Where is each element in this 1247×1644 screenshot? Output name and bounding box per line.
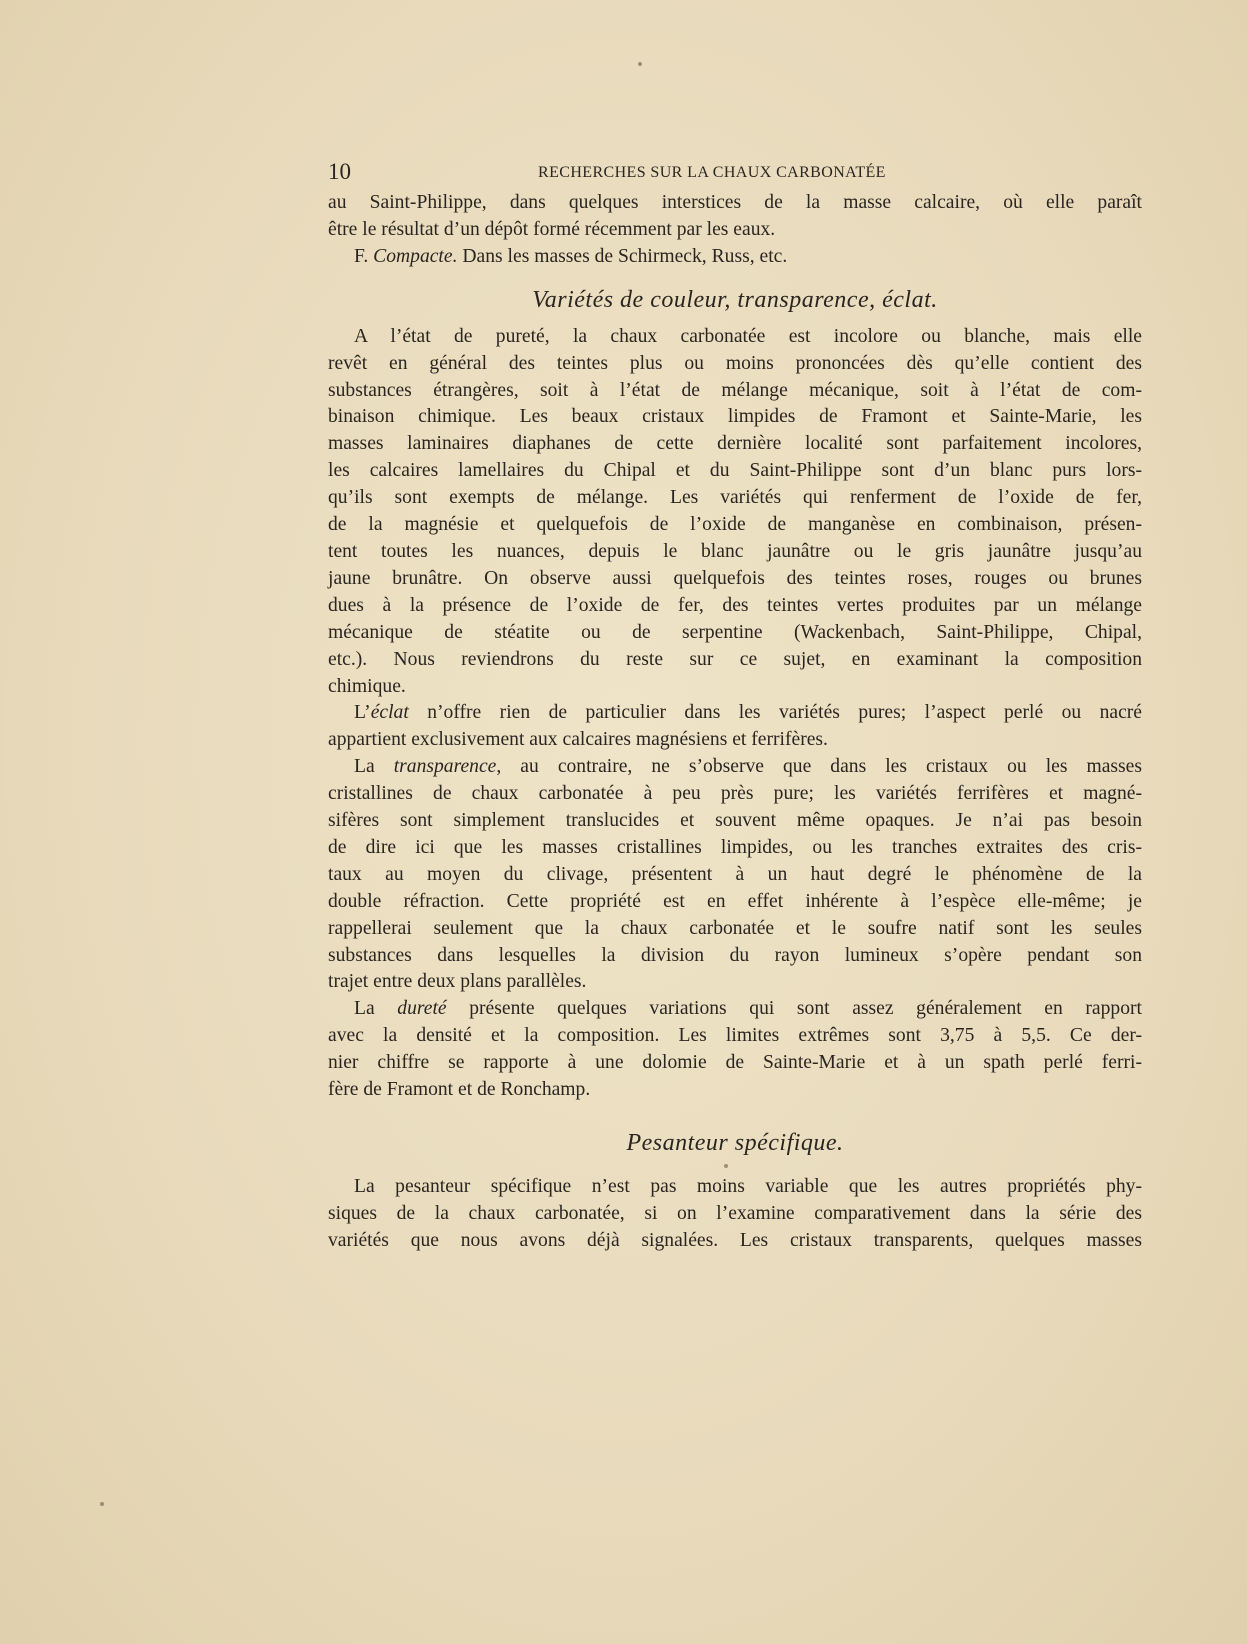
text-line: substances étrangères, soit à l’état de mélange mécanique, soit à l’état de com- — [328, 379, 1142, 401]
paragraph-7 — [328, 1174, 1142, 1255]
text-line: dues à la présence de l’oxide de fer, des teintes vertes produites par un mélange — [328, 594, 1142, 616]
text-line: mécanique de stéatite ou de serpentine (Wackenbach, Saint-Philippe, Chipal, — [328, 621, 1142, 643]
text-line: fère de Framont et de Ronchamp. — [328, 1079, 591, 1101]
text-line: masses laminaires diaphanes de cette dernière localité sont parfaitement incolores, — [328, 433, 1142, 455]
text-line: qu’ils sont exempts de mélange. Les variétés qui renferment de l’oxide de fer, — [328, 487, 1142, 509]
text-line: variétés que nous avons déjà signalées. Les cristaux transparents, quelques masses — [328, 1229, 1142, 1251]
italic-term: Compacte. — [373, 245, 458, 267]
section-heading: Variétés de couleur, transparence, éclat. — [532, 286, 938, 313]
text-line: binaison chimique. Les beaux cristaux limpides de Framont et Sainte-Marie, les — [328, 406, 1142, 428]
text-line: La pesanteur spécifique n’est pas moins variable que les autres propriétés phy- — [354, 1176, 1142, 1197]
text-line: jaune brunâtre. On observe aussi quelquefois des teintes roses, rouges ou brunes — [328, 567, 1142, 589]
text-line: substances dans lesquelles la division du rayon lumineux s’opère pendant son — [328, 944, 1142, 966]
text-line: cristallines de chaux carbonatée à peu près pure; les variétés ferrifères et magné- — [328, 783, 1142, 805]
text-line: appartient exclusivement aux calcaires magnésiens et ferrifères. — [328, 729, 828, 751]
text-line: A l’état de pureté, la chaux carbonatée est incolore ou blanche, mais elle — [354, 325, 1142, 347]
running-title: RECHERCHES SUR LA CHAUX CARBONATÉE — [538, 164, 886, 181]
text-line: sifères sont simplement translucides et souvent même opaques. Je n’ai pas besoin — [328, 810, 1142, 832]
text-line: trajet entre deux plans parallèles. — [328, 971, 587, 993]
text-line: être le résultat d’un dépôt formé récemment par les eaux. — [328, 218, 776, 240]
line-text: Dans les masses de Schirmeck, Russ, etc. — [457, 245, 788, 267]
paragraph-6 — [328, 996, 1142, 1104]
text-line: de dire ici que les masses cristallines limpides, ou les tranches extraites des cris- — [328, 836, 1142, 858]
line-text: , au contraire, ne s’observe que dans les cristaux ou les masses — [496, 756, 1142, 778]
line-text: présente quelques variations qui sont assez généralement en rapport — [446, 998, 1142, 1020]
text-line: taux au moyen du clivage, présentent à un haut degré le phénomène de la — [328, 863, 1142, 885]
text-line — [328, 700, 1142, 727]
line-prefix: La — [354, 998, 398, 1020]
text-line: avec la densité et la composition. Les limites extrêmes sont 3,75 à 5,5. Ce der- — [328, 1025, 1142, 1047]
text-line: tent toutes les nuances, depuis le blanc jaunâtre ou le gris jaunâtre jusqu’au — [328, 540, 1142, 562]
running-head — [328, 158, 1142, 188]
line-text: n’offre rien de particulier dans les variétés pures; l’aspect perlé ou nacré — [408, 702, 1142, 724]
paper-speck — [638, 62, 642, 66]
paragraph-3 — [328, 324, 1142, 701]
text-line: au Saint-Philippe, dans quelques interstices de la masse calcaire, où elle paraît — [328, 192, 1142, 213]
text-line: double réfraction. Cette propriété est en effet inhérente à l’espèce elle-même; je — [328, 890, 1142, 912]
body-text — [328, 190, 1142, 1255]
text-line: etc.). Nous reviendrons du reste sur ce sujet, en examinant la composition — [328, 648, 1142, 670]
paragraph-1 — [328, 190, 1142, 244]
text-line — [328, 996, 1142, 1023]
line-prefix: L’ — [354, 702, 371, 724]
section-heading: Pesanteur spécifique. — [626, 1130, 844, 1156]
text-line: chimique. — [328, 675, 406, 697]
item-prefix: F. — [354, 245, 374, 267]
italic-term: dureté — [397, 998, 447, 1020]
paragraph-5 — [328, 754, 1142, 996]
page — [328, 158, 1142, 1255]
paragraph-2 — [328, 244, 1142, 271]
text-line: les calcaires lamellaires du Chipal et du Saint-Philippe sont d’un blanc purs lors- — [328, 460, 1142, 482]
text-line: revêt en général des teintes plus ou moins prononcées dès qu’elle contient des — [328, 352, 1142, 374]
text-line: de la magnésie et quelquefois de l’oxide de manganèse en combinaison, présen- — [328, 514, 1142, 536]
text-line: nier chiffre se rapporte à une dolomie de Sainte-Marie et à un spath perlé ferri- — [328, 1052, 1142, 1074]
paper-speck — [100, 1502, 104, 1506]
paragraph-4 — [328, 700, 1142, 754]
line-prefix: La — [354, 756, 394, 778]
text-line — [328, 244, 1142, 271]
italic-term: éclat — [370, 702, 409, 724]
paper-speck — [724, 1164, 728, 1168]
italic-term: transparence — [393, 756, 497, 778]
text-line: rappellerai seulement que la chaux carbonatée et le soufre natif sont les seules — [328, 917, 1142, 939]
page-number: 10 — [328, 159, 351, 184]
text-line — [328, 754, 1142, 781]
text-line: siques de la chaux carbonatée, si on l’examine comparativement dans la série des — [328, 1202, 1142, 1224]
